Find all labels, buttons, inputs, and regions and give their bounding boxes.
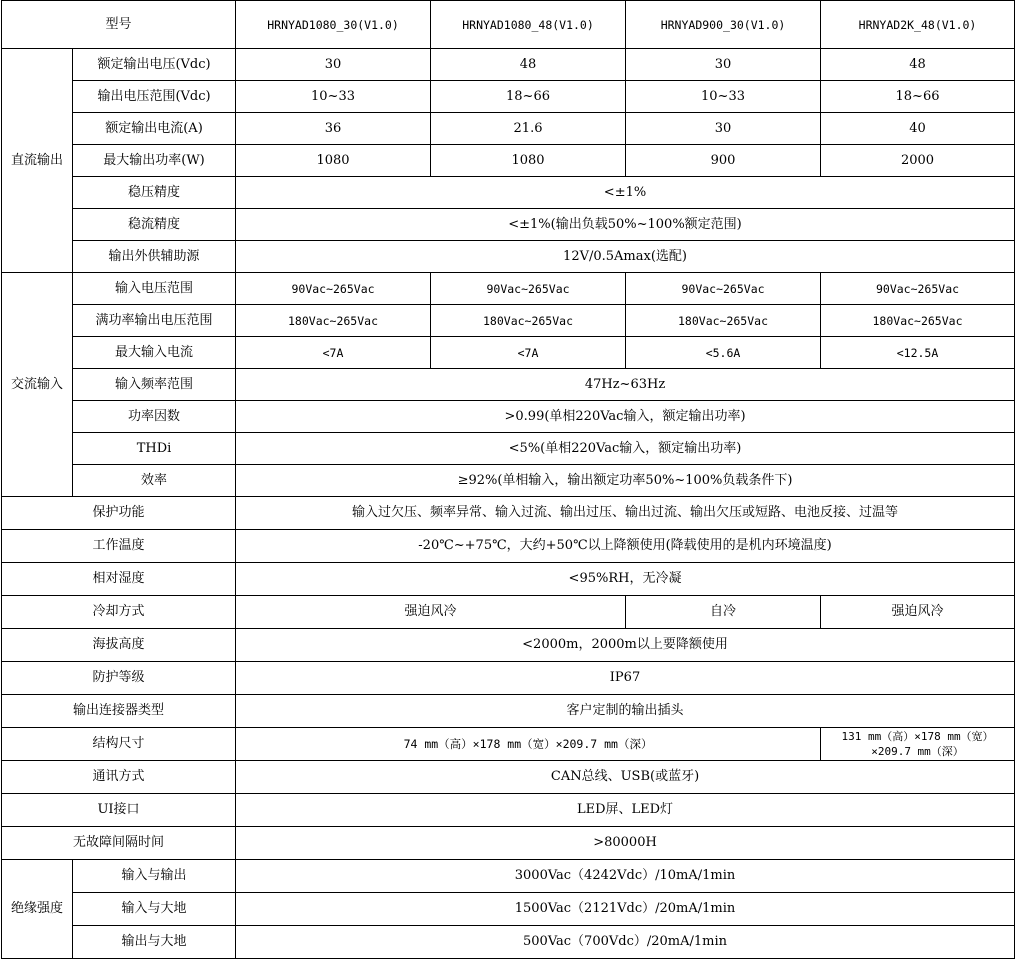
cell-value: 180Vac~265Vac <box>431 305 626 337</box>
cell-value: 40 <box>821 113 1015 145</box>
cell-value: 900 <box>626 145 821 177</box>
cell-value: <7A <box>236 337 431 369</box>
cell-value: <2000m，2000m以上要降额使用 <box>236 629 1015 662</box>
cell-value: 10~33 <box>626 81 821 113</box>
row-label: 冷却方式 <box>2 596 236 629</box>
row-label: 工作温度 <box>2 530 236 563</box>
cell-value: 1500Vac（2121Vdc）/20mA/1min <box>236 893 1015 926</box>
group-label-ac-input: 交流输入 <box>2 273 73 497</box>
row-label: 稳流精度 <box>73 209 236 241</box>
table-row <box>2 794 1015 827</box>
table-row <box>2 145 1015 177</box>
header-row <box>2 1 1015 49</box>
cell-value: <±1%(输出负载50%~100%额定范围) <box>236 209 1015 241</box>
row-label: 输入电压范围 <box>73 273 236 305</box>
row-label: 保护功能 <box>2 497 236 530</box>
row-label: 输入与大地 <box>73 893 236 926</box>
cell-value: 10~33 <box>236 81 431 113</box>
cell-value: 18~66 <box>821 81 1015 113</box>
group-label-dc-output: 直流输出 <box>2 49 73 273</box>
cell-value: 180Vac~265Vac <box>821 305 1015 337</box>
row-label: 通讯方式 <box>2 761 236 794</box>
cell-value: 500Vac（700Vdc）/20mA/1min <box>236 926 1015 959</box>
row-label: 输入频率范围 <box>73 369 236 401</box>
cell-value: 74 mm（高）×178 mm（宽）×209.7 mm（深） <box>236 728 821 761</box>
table-row <box>2 49 1015 81</box>
cell-value: -20℃~+75℃，大约+50℃以上降额使用(降载使用的是机内环境温度) <box>236 530 1015 563</box>
row-label: 输出外供辅助源 <box>73 241 236 273</box>
row-label: 输出与大地 <box>73 926 236 959</box>
cell-value: 客户定制的输出插头 <box>236 695 1015 728</box>
table-row <box>2 860 1015 893</box>
table-row <box>2 273 1015 305</box>
table-row <box>2 81 1015 113</box>
group-label-insulation: 绝缘强度 <box>2 860 73 959</box>
table-row <box>2 728 1015 761</box>
table-row <box>2 761 1015 794</box>
row-label: 功率因数 <box>73 401 236 433</box>
spec-table <box>1 0 1015 959</box>
cell-value: <95%RH，无冷凝 <box>236 563 1015 596</box>
row-label: 海拔高度 <box>2 629 236 662</box>
cell-value: 强迫风冷 <box>821 596 1015 629</box>
table-row <box>2 926 1015 959</box>
model-name: HRNYAD2K_48(V1.0) <box>821 1 1015 49</box>
model-name: HRNYAD900_30(V1.0) <box>626 1 821 49</box>
table-row <box>2 241 1015 273</box>
row-label: 输出连接器类型 <box>2 695 236 728</box>
row-label: 最大输出功率(W) <box>73 145 236 177</box>
table-row <box>2 465 1015 497</box>
row-label: 防护等级 <box>2 662 236 695</box>
row-label: UI接口 <box>2 794 236 827</box>
table-row <box>2 305 1015 337</box>
cell-value: 90Vac~265Vac <box>626 273 821 305</box>
cell-value: 1080 <box>236 145 431 177</box>
cell-value: 强迫风冷 <box>236 596 626 629</box>
model-name: HRNYAD1080_30(V1.0) <box>236 1 431 49</box>
cell-value: 30 <box>236 49 431 81</box>
row-label: 结构尺寸 <box>2 728 236 761</box>
cell-value: 18~66 <box>431 81 626 113</box>
table-row <box>2 113 1015 145</box>
row-label: 最大输入电流 <box>73 337 236 369</box>
cell-value: 21.6 <box>431 113 626 145</box>
row-label: 稳压精度 <box>73 177 236 209</box>
model-name: HRNYAD1080_48(V1.0) <box>431 1 626 49</box>
table-row <box>2 369 1015 401</box>
row-label: THDi <box>73 433 236 465</box>
cell-value: 90Vac~265Vac <box>821 273 1015 305</box>
row-label: 输出电压范围(Vdc) <box>73 81 236 113</box>
cell-value: 131 mm（高）×178 mm（宽）×209.7 mm（深） <box>821 728 1015 761</box>
cell-value: <±1% <box>236 177 1015 209</box>
row-label: 效率 <box>73 465 236 497</box>
cell-value: 自冷 <box>626 596 821 629</box>
cell-value: 30 <box>626 113 821 145</box>
cell-value: 47Hz~63Hz <box>236 369 1015 401</box>
cell-value: IP67 <box>236 662 1015 695</box>
model-header-label: 型号 <box>2 1 236 49</box>
table-row <box>2 662 1015 695</box>
cell-value: 180Vac~265Vac <box>626 305 821 337</box>
cell-value: <5.6A <box>626 337 821 369</box>
cell-value: LED屏、LED灯 <box>236 794 1015 827</box>
table-row <box>2 433 1015 465</box>
row-label: 额定输出电压(Vdc) <box>73 49 236 81</box>
cell-value: 2000 <box>821 145 1015 177</box>
cell-value: 30 <box>626 49 821 81</box>
table-row <box>2 337 1015 369</box>
cell-value: CAN总线、USB(或蓝牙) <box>236 761 1015 794</box>
cell-value: 输入过欠压、频率异常、输入过流、输出过压、输出过流、输出欠压或短路、电池反接、过温等 <box>236 497 1015 530</box>
cell-value: >80000H <box>236 827 1015 860</box>
row-label: 满功率输出电压范围 <box>73 305 236 337</box>
cell-value: ≥92%(单相输入，输出额定功率50%~100%负载条件下) <box>236 465 1015 497</box>
cell-value: 180Vac~265Vac <box>236 305 431 337</box>
cell-value: 90Vac~265Vac <box>236 273 431 305</box>
cell-value: 48 <box>821 49 1015 81</box>
table-row <box>2 177 1015 209</box>
cell-value: >0.99(单相220Vac输入，额定输出功率) <box>236 401 1015 433</box>
table-row <box>2 629 1015 662</box>
cell-value: 90Vac~265Vac <box>431 273 626 305</box>
cell-value: 48 <box>431 49 626 81</box>
cell-value: 1080 <box>431 145 626 177</box>
row-label: 输入与输出 <box>73 860 236 893</box>
table-row <box>2 695 1015 728</box>
table-row <box>2 530 1015 563</box>
row-label: 相对湿度 <box>2 563 236 596</box>
cell-value: <12.5A <box>821 337 1015 369</box>
table-row <box>2 596 1015 629</box>
table-row <box>2 401 1015 433</box>
cell-value: 12V/0.5Amax(选配) <box>236 241 1015 273</box>
table-row <box>2 893 1015 926</box>
cell-value: 36 <box>236 113 431 145</box>
row-label: 额定输出电流(A) <box>73 113 236 145</box>
cell-value: <7A <box>431 337 626 369</box>
row-label: 无故障间隔时间 <box>2 827 236 860</box>
table-row <box>2 827 1015 860</box>
table-row <box>2 209 1015 241</box>
cell-value: 3000Vac（4242Vdc）/10mA/1min <box>236 860 1015 893</box>
cell-value: <5%(单相220Vac输入，额定输出功率) <box>236 433 1015 465</box>
table-row <box>2 563 1015 596</box>
table-row <box>2 497 1015 530</box>
